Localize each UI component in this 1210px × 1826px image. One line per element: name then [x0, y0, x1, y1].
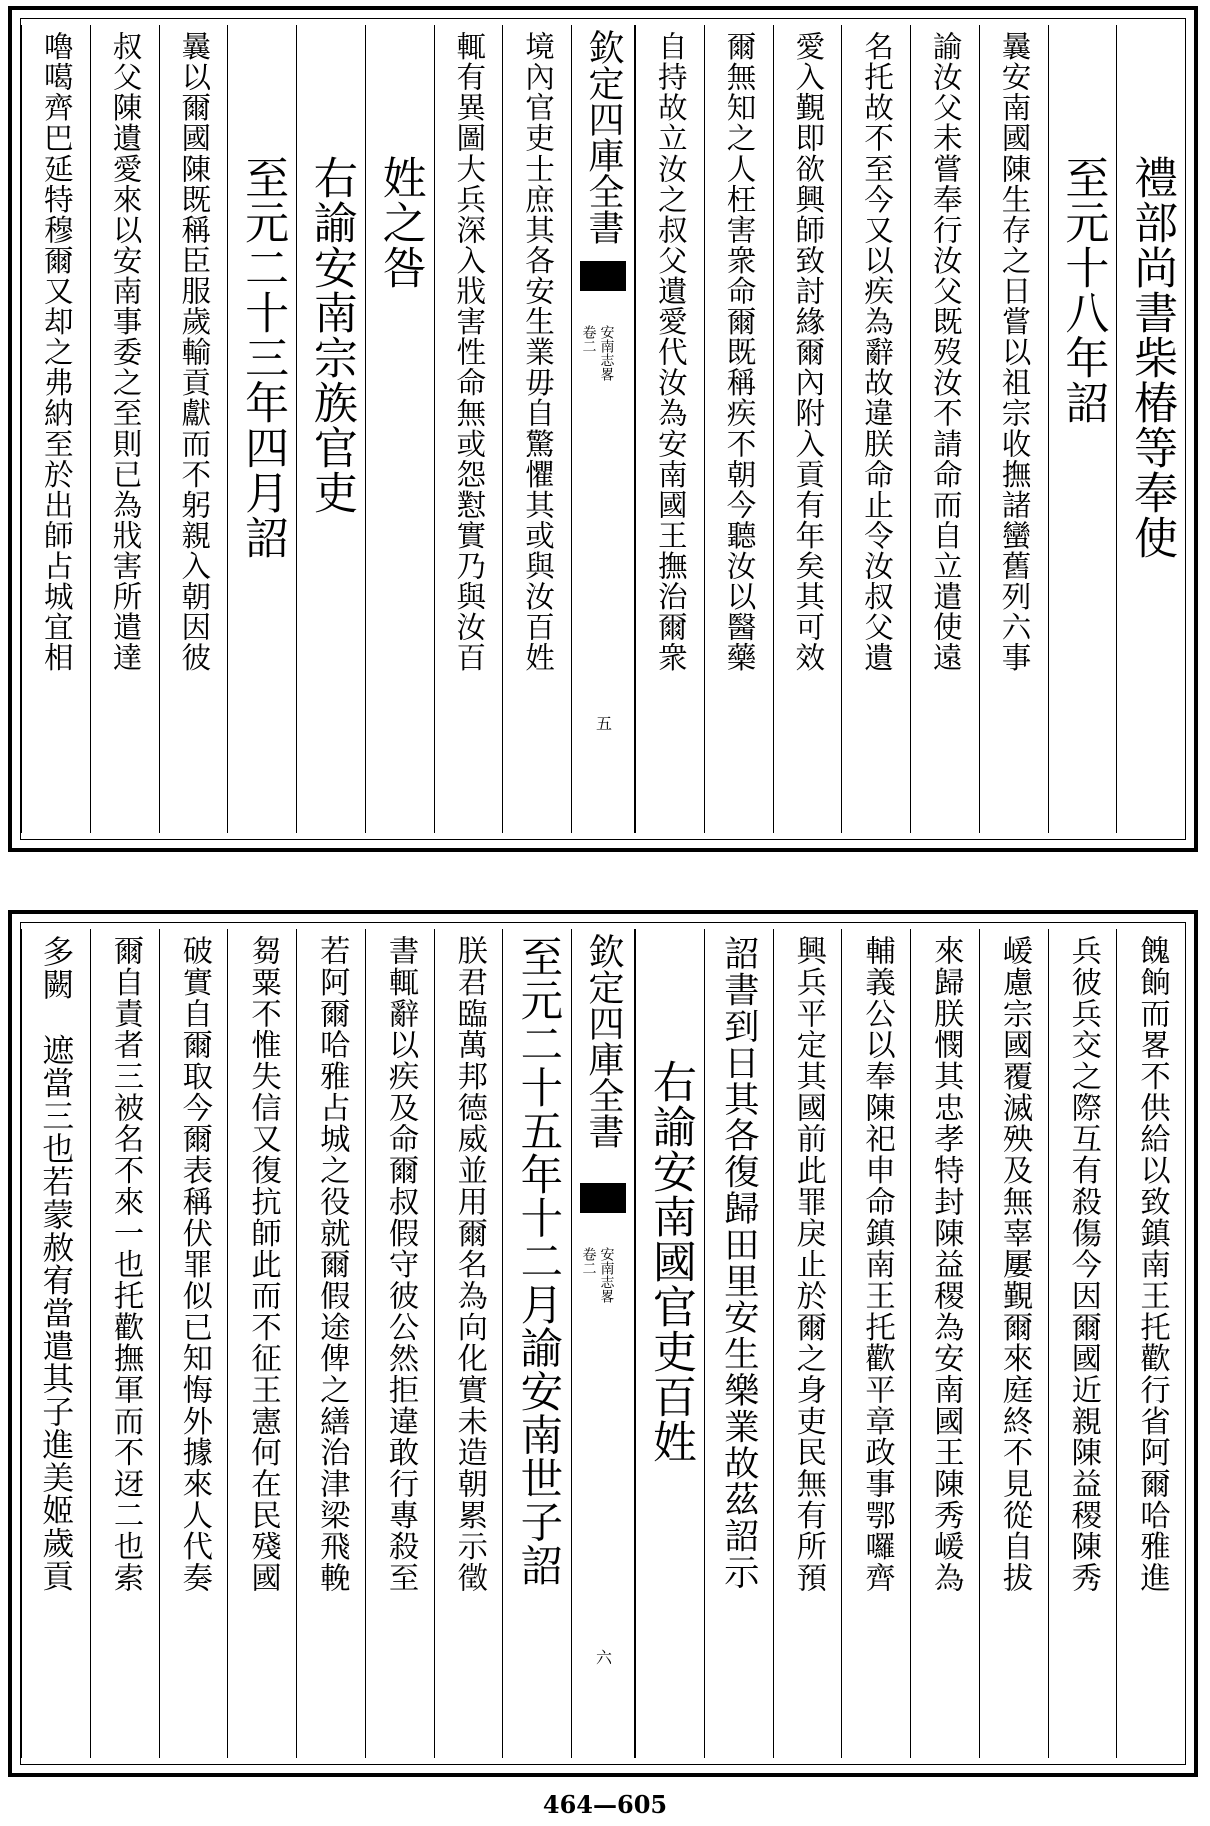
text-column [704, 25, 773, 833]
page-spine [571, 929, 635, 1758]
column-text: 書輒辭以疾及命爾叔假守彼公然拒違敢行專殺至 [383, 935, 419, 1594]
text-column [502, 25, 571, 833]
fish-tail-mark [580, 261, 626, 291]
column-text: 詔書到日其各復歸田里安生樂業故茲詔示 [718, 935, 760, 1591]
text-column [841, 929, 910, 1758]
fish-tail-mark [580, 1183, 626, 1213]
column-text: 右諭安南宗族官吏 [305, 155, 357, 515]
text-column [1116, 929, 1185, 1758]
text-column [159, 25, 228, 833]
bottom-page-frame [20, 922, 1186, 1765]
column-text: 諭汝父未嘗奉行汝父既歿汝不請命而自立遣使遠 [928, 31, 963, 673]
column-text: 境內官吏士庶其各安生業毋自驚懼其或與汝百姓 [521, 31, 556, 673]
spine-volume: 卷二 [580, 325, 597, 353]
text-column [90, 25, 159, 833]
text-column [1048, 25, 1117, 833]
bottom-page [8, 910, 1198, 1777]
text-column [21, 929, 90, 1758]
text-column [910, 929, 979, 1758]
text-column [159, 929, 228, 1758]
text-column [1048, 929, 1117, 1758]
column-text: 禮部尚書柴椿等奉使 [1126, 155, 1178, 560]
column-text: 兵彼兵交之際互有殺傷今因爾國近親陳益稷陳秀 [1065, 935, 1101, 1594]
column-text: 至元十八年詔 [1057, 155, 1109, 425]
column-text: 興兵平定其國前此罪戾止於爾之身吏民無有所預 [790, 935, 826, 1594]
page-footer-number: 464—605 [542, 1790, 668, 1819]
text-column [502, 929, 571, 1758]
spine-page-number: 六 [593, 1649, 613, 1665]
text-column [296, 929, 365, 1758]
text-column [90, 929, 159, 1758]
column-text: 多闕 遮當三也若蒙赦宥當遣其子進美姬歲貢 [37, 935, 76, 1593]
text-column [635, 25, 704, 833]
column-text: 餽餉而畧不供給以致鎮南王托歡行省阿爾哈雅進 [1134, 935, 1170, 1594]
spine-page-number: 五 [593, 715, 613, 731]
column-text: 自持故立汝之叔父遺愛代汝為安南國王撫治爾衆 [653, 31, 688, 673]
column-text: 曩安南國陳生存之日嘗以祖宗收撫諸蠻舊列六事 [997, 31, 1032, 673]
column-text: 至元二十三年四月詔 [237, 155, 289, 560]
spine-book-title: 安南志畧 [598, 1247, 615, 1303]
spine-title: 欽定四庫全書 [583, 29, 624, 245]
column-text: 右諭安南國官吏百姓 [644, 1059, 696, 1464]
column-text: 至元二十五年十二月諭安南世子詔 [513, 935, 563, 1588]
column-text: 嚕噶齊巴延特穆爾又却之弗納至於出師占城宜相 [39, 31, 74, 673]
text-column [365, 929, 434, 1758]
column-text: 曩以爾國陳既稱臣服歲輸貢獻而不躬親入朝因彼 [177, 31, 212, 673]
text-column [979, 929, 1048, 1758]
column-text: 爾無知之人枉害衆命爾既稱疾不朝今聽汝以醫藥 [722, 31, 757, 673]
text-column [21, 25, 90, 833]
text-column [773, 929, 842, 1758]
top-page [8, 6, 1198, 852]
text-column [365, 25, 434, 833]
page-spine [571, 25, 635, 833]
text-column [635, 929, 704, 1758]
text-column [227, 929, 296, 1758]
column-text: 姓之咎 [374, 155, 426, 290]
text-column [910, 25, 979, 833]
text-column [704, 929, 773, 1758]
column-text: 朕君臨萬邦德威並用爾名為向化實未造朝累示徵 [451, 935, 487, 1594]
column-text: 來歸朕憫其忠孝特封陳益稷為安南國王陳秀嵈為 [928, 935, 964, 1594]
column-text: 叔父陳遺愛來以安南事委之至則已為戕害所遣達 [108, 31, 143, 673]
column-text: 輒有異圖大兵深入戕害性命無或怨懟實乃與汝百 [452, 31, 487, 673]
text-column [841, 25, 910, 833]
text-column [773, 25, 842, 833]
column-text: 愛入覲即欲興師致討緣爾內附入貢有年矣其可效 [791, 31, 826, 673]
spine-title: 欽定四庫全書 [583, 933, 624, 1149]
column-text: 破實自爾取今爾表稱伏罪似已知悔外據來人代奏 [176, 935, 212, 1594]
text-column [227, 25, 296, 833]
text-column [434, 929, 503, 1758]
column-text: 名托故不至今又以疾為辭故違朕命止令汝叔父遺 [860, 31, 895, 673]
column-text: 芻粟不惟失信又復抗師此而不征王憲何在民殘國 [245, 935, 281, 1594]
text-column [296, 25, 365, 833]
column-text: 若阿爾哈雅占城之役就爾假途俾之繕治津梁飛輓 [314, 935, 350, 1594]
spine-book-title: 安南志畧 [598, 325, 615, 381]
text-column [979, 25, 1048, 833]
top-page-frame [20, 18, 1186, 840]
column-text: 嵈慮宗國覆滅殃及無辜屢覲爾來庭終不見從自拔 [997, 935, 1033, 1594]
text-column [434, 25, 503, 833]
spine-volume: 卷二 [580, 1247, 597, 1275]
column-text: 爾自責者三被名不來一也托歡撫軍而不迓二也索 [108, 935, 144, 1594]
column-text: 輔義公以奉陳祀申命鎮南王托歡平章政事鄂囉齊 [859, 935, 895, 1594]
text-column [1116, 25, 1185, 833]
